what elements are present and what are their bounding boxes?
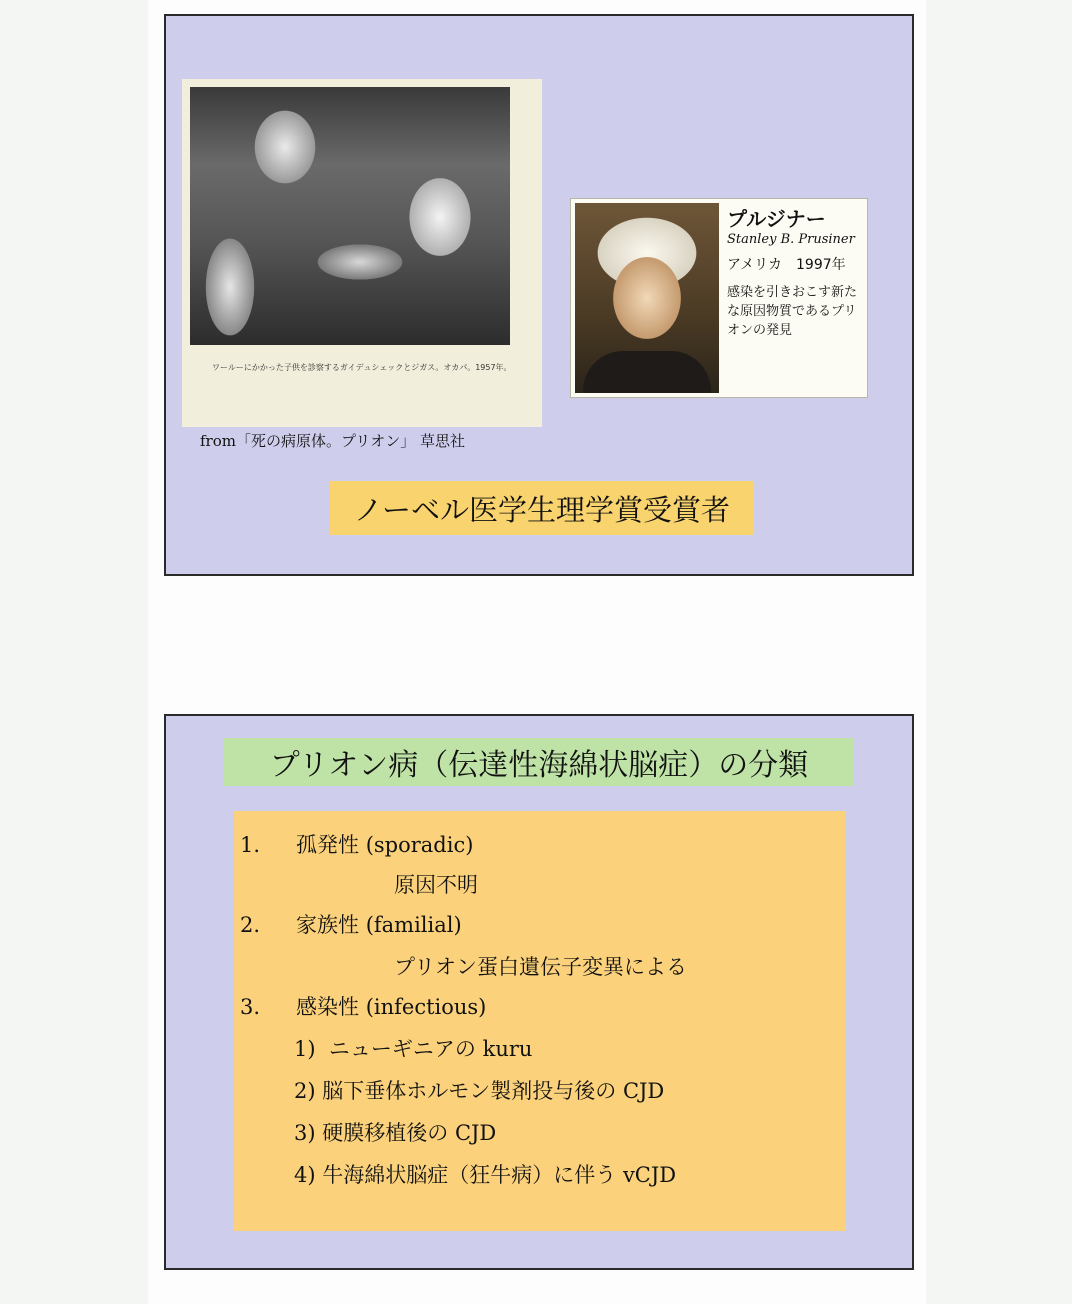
list-subitem: プリオン蛋白遺伝子変異による	[394, 955, 687, 979]
laureate-info	[727, 207, 865, 340]
laureate-name-ja: プルジナー	[727, 207, 826, 231]
list-item: 3. 感染性 (infectious)	[240, 995, 487, 1019]
list-subitem: 3) 硬膜移植後の CJD	[294, 1121, 497, 1145]
prusiner-portrait	[575, 203, 719, 393]
list-subitem: 4) 牛海綿状脳症（狂牛病）に伴う vCJD	[294, 1163, 677, 1187]
laureate-country-year: アメリカ 1997年	[727, 257, 846, 273]
nobel-banner: ノーベル医学生理学賞受賞者	[330, 481, 754, 535]
laureate-name-en: Stanley B. Prusiner	[727, 232, 855, 247]
list-subitem: 2) 脳下垂体ホルモン製剤投与後の CJD	[294, 1079, 665, 1103]
list-subitem: 1) ニューギニアの kuru	[294, 1037, 533, 1061]
slide-prion-classification	[164, 714, 914, 1270]
classification-list	[234, 811, 846, 1231]
source-title: 「死の病原体。プリオン」 草思社	[235, 432, 466, 450]
list-subitem: 原因不明	[394, 873, 478, 897]
source-citation	[200, 430, 465, 451]
photo-caption: ワールーにかかった子供を診察するガイデュシェックとジガス。オカパ。1957年。	[212, 363, 512, 372]
photo-image	[190, 87, 510, 345]
laureate-description: 感染を引きおこす新たな原因物質であるプリオンの発見	[727, 285, 858, 338]
source-prefix: from	[200, 432, 236, 450]
slide-nobel-laureate	[164, 14, 914, 576]
kuru-examination-photo	[182, 79, 542, 427]
list-item: 1. 孤発性 (sporadic)	[240, 833, 474, 857]
slide-title: プリオン病（伝達性海綿状脳症）の分類	[224, 738, 854, 786]
list-item: 2. 家族性 (familial)	[240, 913, 462, 937]
prusiner-card	[570, 198, 868, 398]
